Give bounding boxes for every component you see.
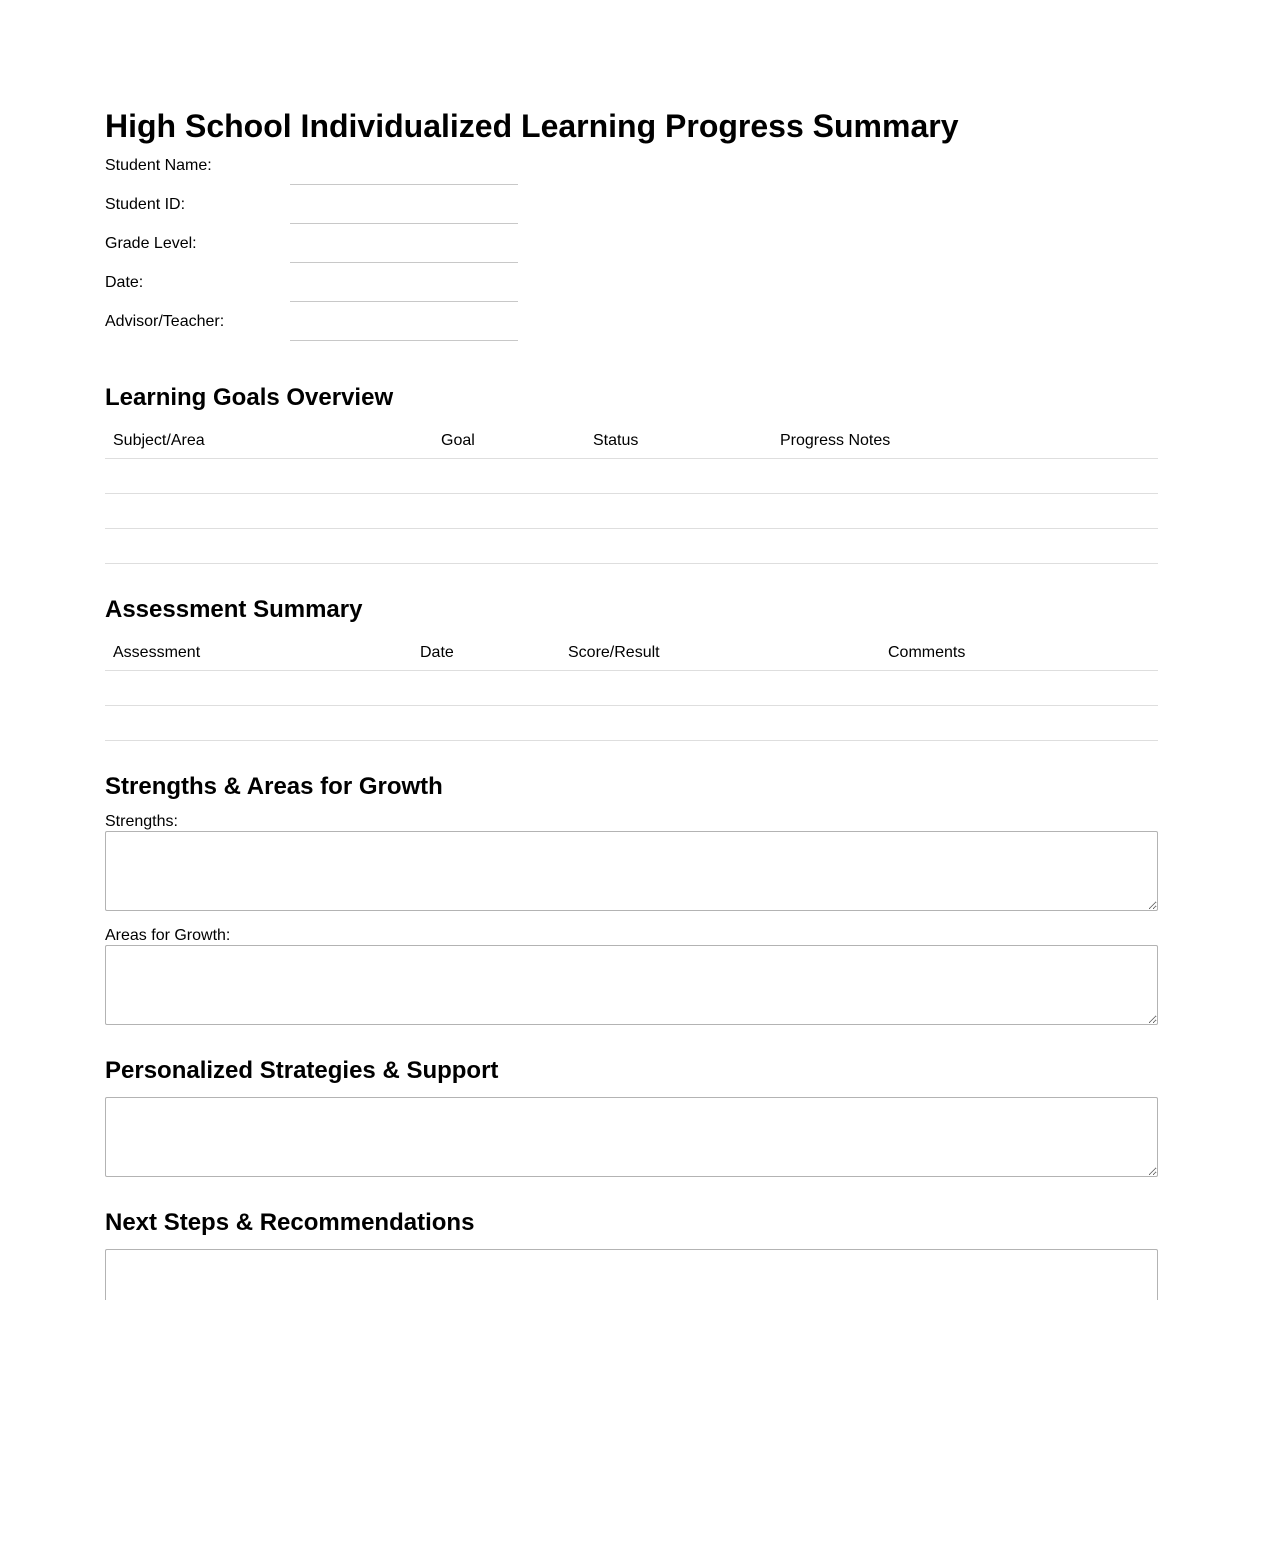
advisor-label: Advisor/Teacher:: [105, 313, 225, 330]
table-row: [105, 671, 1158, 706]
table-cell[interactable]: [433, 459, 585, 494]
table-row: [105, 529, 1158, 564]
strengths-textarea[interactable]: [105, 831, 1158, 911]
date-label: Date:: [105, 274, 144, 291]
student-name-label: Student Name:: [105, 157, 212, 174]
areas-for-growth-label: Areas for Growth:: [105, 927, 231, 944]
table-header-row: [105, 423, 1158, 459]
table-cell[interactable]: [880, 671, 1158, 706]
strengths-label: Strengths:: [105, 813, 178, 830]
table-row: [105, 706, 1158, 741]
table-cell[interactable]: [412, 706, 560, 741]
table-cell[interactable]: [412, 671, 560, 706]
column-header-comments: Comments: [880, 635, 1158, 671]
table-row: [105, 494, 1158, 529]
progress-summary-form: [105, 0, 1158, 1300]
date-input[interactable]: [290, 274, 518, 302]
column-header-date: Date: [412, 635, 560, 671]
grade-level-input[interactable]: [290, 235, 518, 263]
date-row: [105, 274, 605, 313]
column-header-goal: Goal: [433, 423, 585, 459]
page-title: High School Individualized Learning Progress Summary: [105, 108, 959, 144]
column-header-status: Status: [585, 423, 772, 459]
student-id-row: [105, 196, 605, 235]
areas-for-growth-textarea[interactable]: [105, 945, 1158, 1025]
student-name-input[interactable]: [290, 157, 518, 185]
student-id-input[interactable]: [290, 196, 518, 224]
student-id-label: Student ID:: [105, 196, 186, 213]
learning-goals-heading: Learning Goals Overview: [105, 384, 394, 411]
learning-goals-table: [105, 423, 1158, 564]
table-cell[interactable]: [105, 706, 412, 741]
strategies-support-heading: Personalized Strategies & Support: [105, 1057, 499, 1084]
grade-level-label: Grade Level:: [105, 235, 197, 252]
table-cell[interactable]: [560, 671, 880, 706]
column-header-assessment: Assessment: [105, 635, 412, 671]
next-steps-textarea[interactable]: [105, 1249, 1158, 1300]
table-cell[interactable]: [105, 494, 433, 529]
table-cell[interactable]: [433, 494, 585, 529]
table-cell[interactable]: [585, 494, 772, 529]
advisor-row: [105, 313, 605, 352]
table-cell[interactable]: [585, 459, 772, 494]
advisor-input[interactable]: [290, 313, 518, 341]
table-cell[interactable]: [105, 671, 412, 706]
next-steps-heading: Next Steps & Recommendations: [105, 1209, 475, 1236]
assessment-summary-heading: Assessment Summary: [105, 596, 363, 623]
strategies-support-textarea[interactable]: [105, 1097, 1158, 1177]
table-cell[interactable]: [560, 706, 880, 741]
student-name-row: [105, 157, 605, 196]
table-cell[interactable]: [772, 459, 1158, 494]
grade-level-row: [105, 235, 605, 274]
table-cell[interactable]: [105, 459, 433, 494]
table-cell[interactable]: [772, 529, 1158, 564]
column-header-progress-notes: Progress Notes: [772, 423, 1158, 459]
column-header-score-result: Score/Result: [560, 635, 880, 671]
strengths-growth-heading: Strengths & Areas for Growth: [105, 773, 443, 800]
table-cell[interactable]: [585, 529, 772, 564]
table-cell[interactable]: [433, 529, 585, 564]
assessment-summary-table: [105, 635, 1158, 741]
table-header-row: [105, 635, 1158, 671]
column-header-subject: Subject/Area: [105, 423, 433, 459]
table-cell[interactable]: [772, 494, 1158, 529]
table-row: [105, 459, 1158, 494]
table-cell[interactable]: [880, 706, 1158, 741]
table-cell[interactable]: [105, 529, 433, 564]
